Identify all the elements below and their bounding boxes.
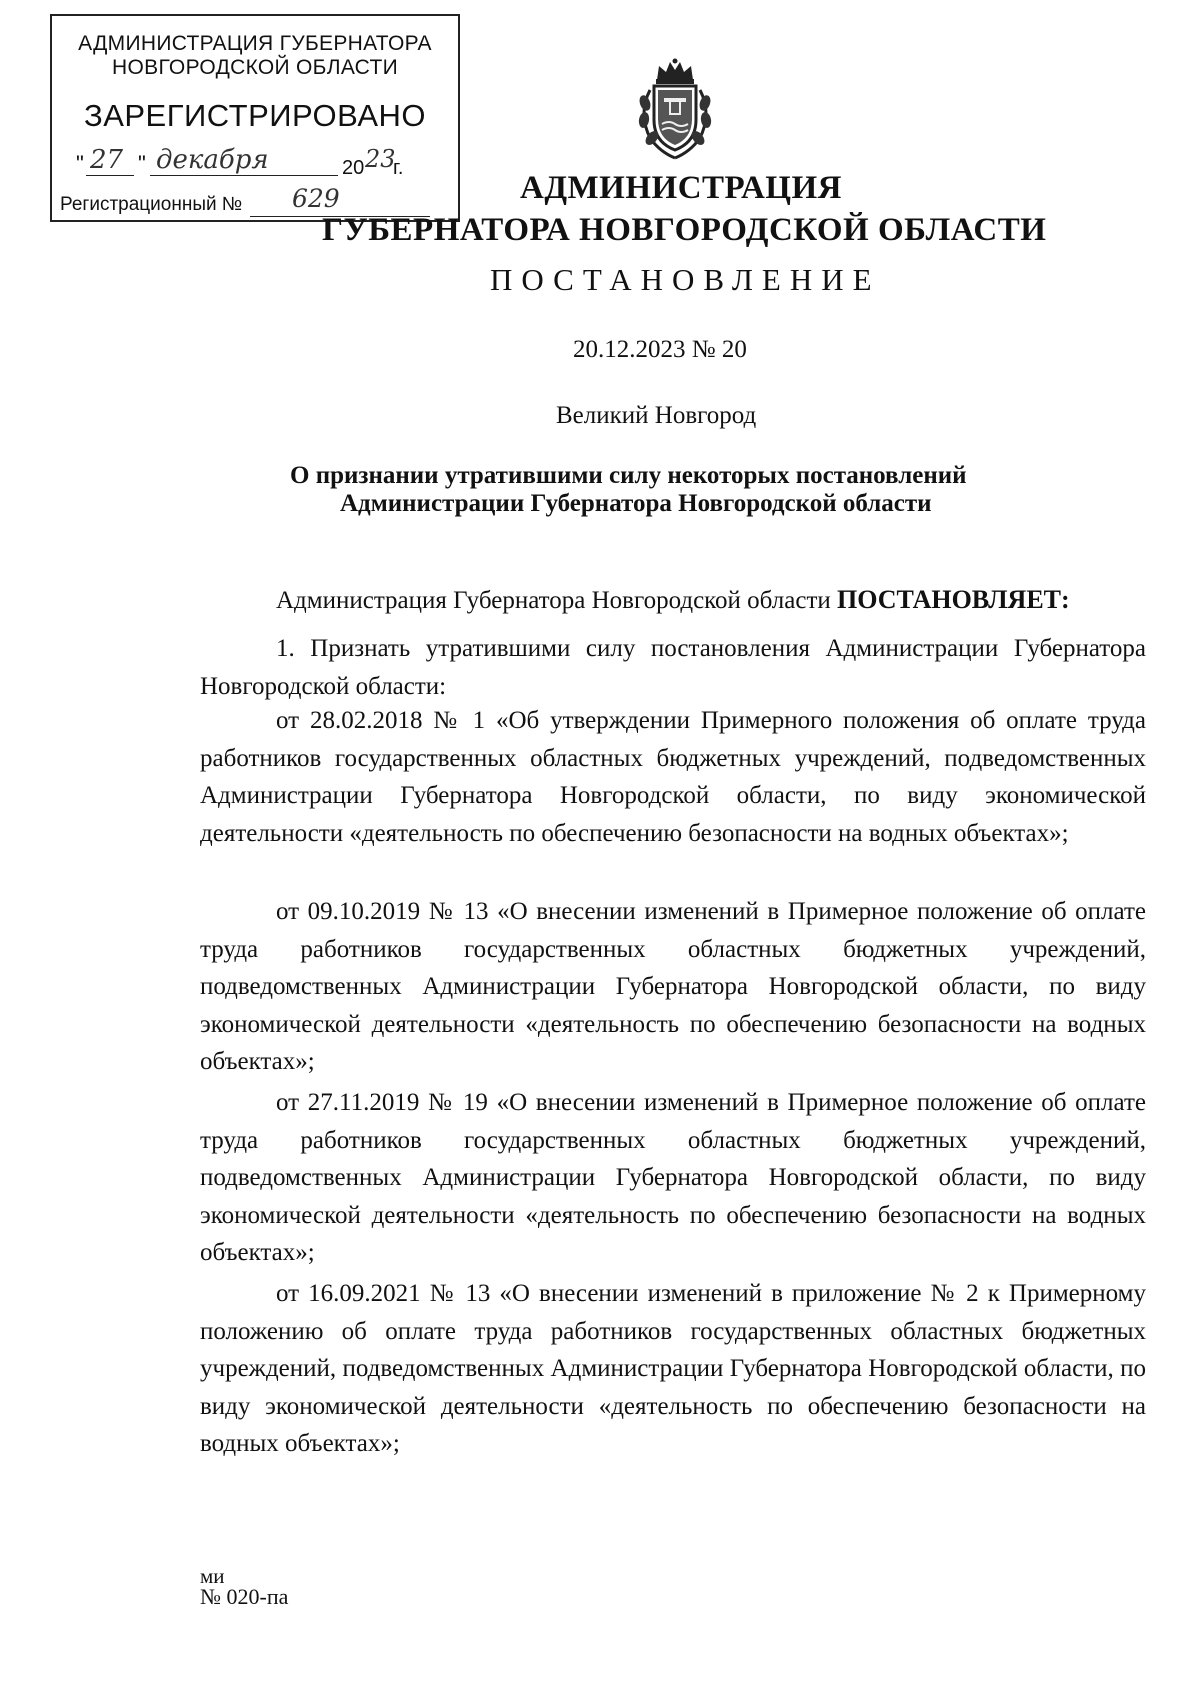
footer-initials: ми (200, 1564, 225, 1588)
paragraph-1: 1. Признать утратившими силу постановления Администрации Губернатора Новгородской области: (200, 635, 1146, 700)
paragraph-item-2021: от 16.09.2021 № 13 «О внесении изменений в приложение № 2 к Примерному положению об оплате труда работников государственных областных бюджетных учреждений, подведомственных Администрации Губернатора Новгородской области, по виду экономической деятельности «деятельность по обеспечению безопасности на водных объектах»; (200, 1280, 1146, 1457)
paragraph-item-2019-oct: от 09.10.2019 № 13 «О внесении изменений в Примерное положение об оплате труда работников государственных областных бюджетных учреждений, подведомственных Администрации Губернатора Новгородской области, по виду экономической деятельности «деятельность по обеспечению безопасности на водных объектах»; (200, 898, 1146, 1075)
org-name-line2: ГУБЕРНАТОРА НОВГОРОДСКОЙ ОБЛАСТИ (322, 212, 1047, 248)
stamp-date-row: " 27 " декабря 20 23 г. (76, 145, 404, 179)
document-date-number: 20.12.2023 № 20 (573, 336, 747, 363)
stamp-day: 27 (90, 145, 124, 175)
intro-text: Администрация Губернатора Новгородской области (276, 587, 837, 614)
intro-paragraph (200, 581, 1146, 620)
footer-code: № 020-па (200, 1584, 289, 1609)
org-name-line1: АДМИНИСТРАЦИЯ (520, 170, 842, 206)
stamp-status: ЗАРЕГИСТРИРОВАНО (83, 98, 426, 133)
intro-decree-word: ПОСТАНОВЛЯЕТ: (837, 585, 1070, 614)
stamp-month: декабря (156, 145, 269, 175)
stamp-reg-label: Регистрационный № (60, 194, 243, 215)
document-title-line2: Администрации Губернатора Новгородской области (340, 490, 932, 517)
document-type: ПОСТАНОВЛЕНИЕ (490, 262, 881, 297)
paragraph-item-2019-nov: от 27.11.2019 № 19 «О внесении изменений в Примерное положение об оплате труда работников государственных областных бюджетных учреждений, подведомственных Администрации Губернатора Новгородской области, по виду экономической деятельности «деятельность по обеспечению безопасности на водных объектах»; (200, 1089, 1146, 1266)
document-title-line1: О признании утратившими силу некоторых постановлений (290, 462, 967, 489)
document-city: Великий Новгород (556, 402, 757, 429)
registration-stamp (50, 14, 460, 222)
stamp-year-unit: г. (393, 157, 404, 179)
stamp-org-line1: АДМИНИСТРАЦИЯ ГУБЕРНАТОРА (78, 32, 432, 55)
stamp-year-prefix: 20 (342, 157, 365, 179)
novgorod-coat-of-arms-icon (632, 58, 718, 162)
stamp-reg-number: 629 (292, 184, 340, 213)
paragraph-item-2018: от 28.02.2018 № 1 «Об утверждении Примерного положения об оплате труда работников государственных областных бюджетных учреждений, подведомственных Администрации Губернатора Новгородской области, по виду экономической деятельности «деятельность по обеспечению безопасности на водных объектах»; (200, 707, 1146, 847)
stamp-year-suffix: 23 (365, 145, 396, 173)
stamp-org-line2: НОВГОРОДСКОЙ ОБЛАСТИ (112, 56, 398, 79)
